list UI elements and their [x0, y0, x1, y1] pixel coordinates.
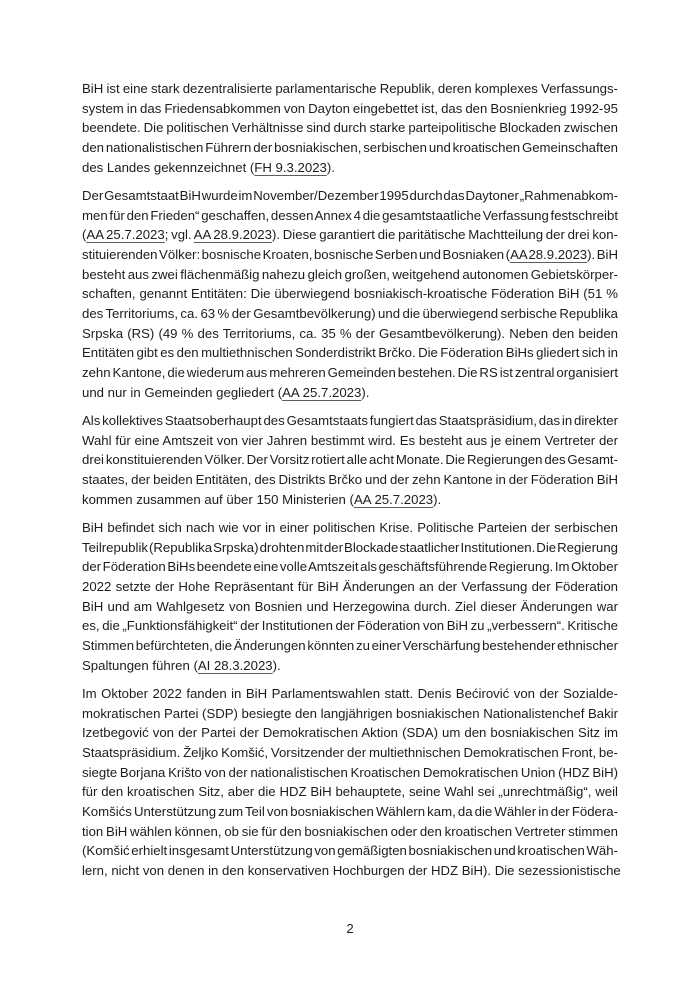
text-run: BiH befindet sich nach wie vor in einer politischen Krise. Politische Parteien der serbischen	[82, 519, 618, 535]
text-run: Als kollektives Staatsoberhaupt des Gesamtstaats fungiert das Staatspräsidium, das in direkter	[82, 413, 618, 428]
paragraph	[82, 411, 618, 509]
text-line	[82, 363, 618, 383]
text-run: men für den Frieden“ geschaffen, dessen Annex 4 die gesamtstaatliche Verfassung festschreibt	[82, 207, 618, 223]
text-line	[82, 861, 621, 881]
text-run: ). BiH	[587, 247, 618, 262]
text-line	[82, 324, 618, 344]
paragraph	[82, 79, 618, 177]
text-run: der Föderation BiHs beendete eine volle Amtszeit als geschäftsführende Regierung. Im Oktober	[82, 559, 618, 575]
text-line	[82, 450, 618, 470]
text-line	[82, 763, 618, 783]
text-run: system in das Friedensabkommen von Dayton eingebettet ist, das den Bosnienkrieg 1992-95	[82, 100, 618, 116]
source-reference-link[interactable]: AA 25.7.2023	[282, 384, 362, 400]
text-run: drei konstituierenden Völker. Der Vorsitz rotiert alle acht Monate. Die Regierungen des Gesamt-	[82, 452, 618, 468]
text-run: ).	[433, 491, 442, 507]
text-line	[82, 684, 618, 704]
text-line	[82, 822, 618, 842]
page-number: 2	[346, 921, 354, 936]
paragraph	[82, 684, 621, 881]
paragraph	[82, 518, 618, 676]
text-line	[82, 704, 618, 724]
text-line	[82, 743, 618, 763]
text-line	[82, 99, 618, 119]
text-run: ). Diese garantiert die paritätische Machtteilung der drei kon-	[271, 227, 618, 243]
text-run: (	[82, 227, 87, 243]
document-body	[82, 79, 621, 889]
text-run: BiH ist eine stark dezentralisierte parlamentarische Republik, deren komplexes Verfassungs-	[82, 81, 618, 96]
text-run: Teilrepublik (Republika Srpska) drohten mit der Blockade staatlicher Institutionen. Die Regierung	[82, 539, 618, 555]
source-reference-link[interactable]: AA 28.9.2023	[193, 227, 272, 243]
source-reference-link[interactable]: AA 28.9.2023	[510, 247, 588, 262]
text-run: tion BiH wählen können, ob sie für den bosniakischen oder den kroatischen Vertreter stimmen	[82, 823, 618, 839]
text-line	[82, 284, 618, 304]
text-run: und nur in Gemeinden gegliedert (	[82, 384, 283, 400]
source-reference-link[interactable]: AA 25.7.2023	[353, 491, 434, 507]
text-run: des Territoriums, ca. 63 % der Gesamtbevölkerung) und die überwiegend serbische Republika	[82, 306, 618, 322]
text-run: Im Oktober 2022 fanden in BiH Parlamentswahlen statt. Denis Bećirović von der Sozialde-	[82, 685, 618, 701]
text-line	[82, 431, 618, 451]
text-run: ).	[361, 384, 370, 400]
text-run: ).	[326, 159, 335, 175]
text-line	[82, 841, 618, 861]
text-line	[82, 597, 618, 617]
text-line	[82, 304, 618, 324]
text-line	[82, 557, 618, 577]
text-line	[82, 206, 618, 226]
source-reference-link[interactable]: AI 28.3.2023	[197, 657, 273, 673]
text-line	[82, 118, 618, 138]
text-line	[82, 245, 618, 265]
text-line	[82, 158, 618, 178]
text-line	[82, 138, 618, 158]
text-run: Izetbegović von der Partei der Demokratischen Aktion (SDA) um den bosniakischen Sitz im	[82, 725, 618, 741]
text-run: lern, nicht von denen in den konservativen Hochburgen der HDZ BiH). Die sezessionistische	[82, 863, 621, 879]
text-run: Spaltungen führen (	[82, 657, 198, 673]
text-line	[82, 802, 618, 822]
text-run: siegte Borjana Krišto von der nationalistischen Kroatischen Demokratischen Union (HDZ BiH)	[82, 764, 618, 780]
text-run: es, die „Funktionsfähigkeit“ der Institutionen der Föderation von BiH zu „verbessern“. Kritische	[82, 618, 618, 634]
text-run: 2022 setzte der Hohe Repräsentant für BiH Änderungen an der Verfassung der Föderation	[82, 579, 618, 594]
text-line	[82, 538, 618, 558]
text-run: mokratischen Partei (SDP) besiegte den langjährigen bosniakischen Nationalistenchef Bakir	[82, 705, 618, 721]
text-run: kommen zusammen auf über 150 Ministerien (	[82, 491, 354, 507]
text-line	[82, 782, 618, 802]
text-line	[82, 225, 618, 245]
paragraph	[82, 186, 618, 403]
text-line	[82, 383, 618, 403]
text-line	[82, 518, 618, 538]
text-run: Staatspräsidium. Željko Komšić, Vorsitzender der multiethnischen Demokratischen Front, be-	[82, 745, 618, 760]
text-line	[82, 343, 618, 363]
text-run: beendete. Die politischen Verhältnisse sind durch starke parteipolitische Blockaden zwischen	[82, 120, 618, 136]
text-line	[82, 636, 618, 656]
text-run: Srpska (RS) (49 % des Territoriums, ca. 35 % der Gesamtbevölkerung). Neben den beiden	[82, 325, 618, 341]
text-run: staates, der beiden Entitäten, des Distrikts Brčko und der zehn Kantone in der Föderation BiH	[82, 472, 618, 488]
text-run: ).	[272, 657, 281, 673]
text-run: den nationalistischen Führern der bosniakischen, serbischen und kroatischen Gemeinschaften	[82, 140, 618, 156]
text-line	[82, 79, 618, 99]
text-line	[82, 656, 618, 676]
text-run: (Komšić erhielt insgesamt Unterstützung von gemäßigten bosniakischen und kroatischen Wäh-	[82, 843, 618, 859]
text-line	[82, 411, 618, 431]
text-line	[82, 616, 618, 636]
text-run: Der Gesamtstaat BiH wurde im November/Dezember 1995 durch das Daytoner „Rahmenabkom-	[82, 187, 618, 203]
text-line	[82, 265, 618, 285]
source-reference-link[interactable]: AA 25.7.2023	[86, 227, 165, 243]
text-run: besteht aus zwei flächenmäßig nahezu gleich großen, weitgehend autonomen Gebietskörper-	[82, 266, 618, 282]
text-line	[82, 577, 618, 597]
text-run: schaften, genannt Entitäten: Die überwiegend bosniakisch-kroatische Föderation BiH (51 %	[82, 286, 618, 302]
source-reference-link[interactable]: FH 9.3.2023	[254, 159, 327, 175]
text-line	[82, 470, 618, 490]
text-run: Komšićs Unterstützung zum Teil von bosniakischen Wählern kam, da die Wähler in der Födera-	[82, 804, 618, 820]
text-run: zehn Kantone, die wiederum aus mehreren Gemeinden bestehen. Die RS ist zentral organisiert	[82, 365, 618, 381]
text-run: stituierenden Völker: bosnische Kroaten, bosnische Serben und Bosniaken (	[82, 247, 511, 262]
text-run: Entitäten gibt es den multiethnischen Sonderdistrikt Brčko. Die Föderation BiHs gliedert sich in	[82, 345, 618, 361]
text-run: BiH und am Wahlgesetz von Bosnien und Herzegowina durch. Ziel dieser Änderungen war	[82, 598, 618, 614]
text-line	[82, 723, 618, 743]
text-line	[82, 490, 618, 510]
text-run: ; vgl.	[164, 227, 194, 243]
text-run: Stimmen befürchteten, die Änderungen könnten zu einer Verschärfung bestehender ethnischer	[82, 638, 618, 654]
text-run: für den kroatischen Sitz, aber die HDZ BiH behauptete, seine Wahl sei „unrechtmäßig“, weil	[82, 784, 618, 800]
text-line	[82, 186, 618, 206]
text-run: Wahl für eine Amtszeit von vier Jahren bestimmt wird. Es besteht aus je einem Vertreter der	[82, 432, 618, 448]
text-run: des Landes gekennzeichnet (	[82, 159, 255, 175]
